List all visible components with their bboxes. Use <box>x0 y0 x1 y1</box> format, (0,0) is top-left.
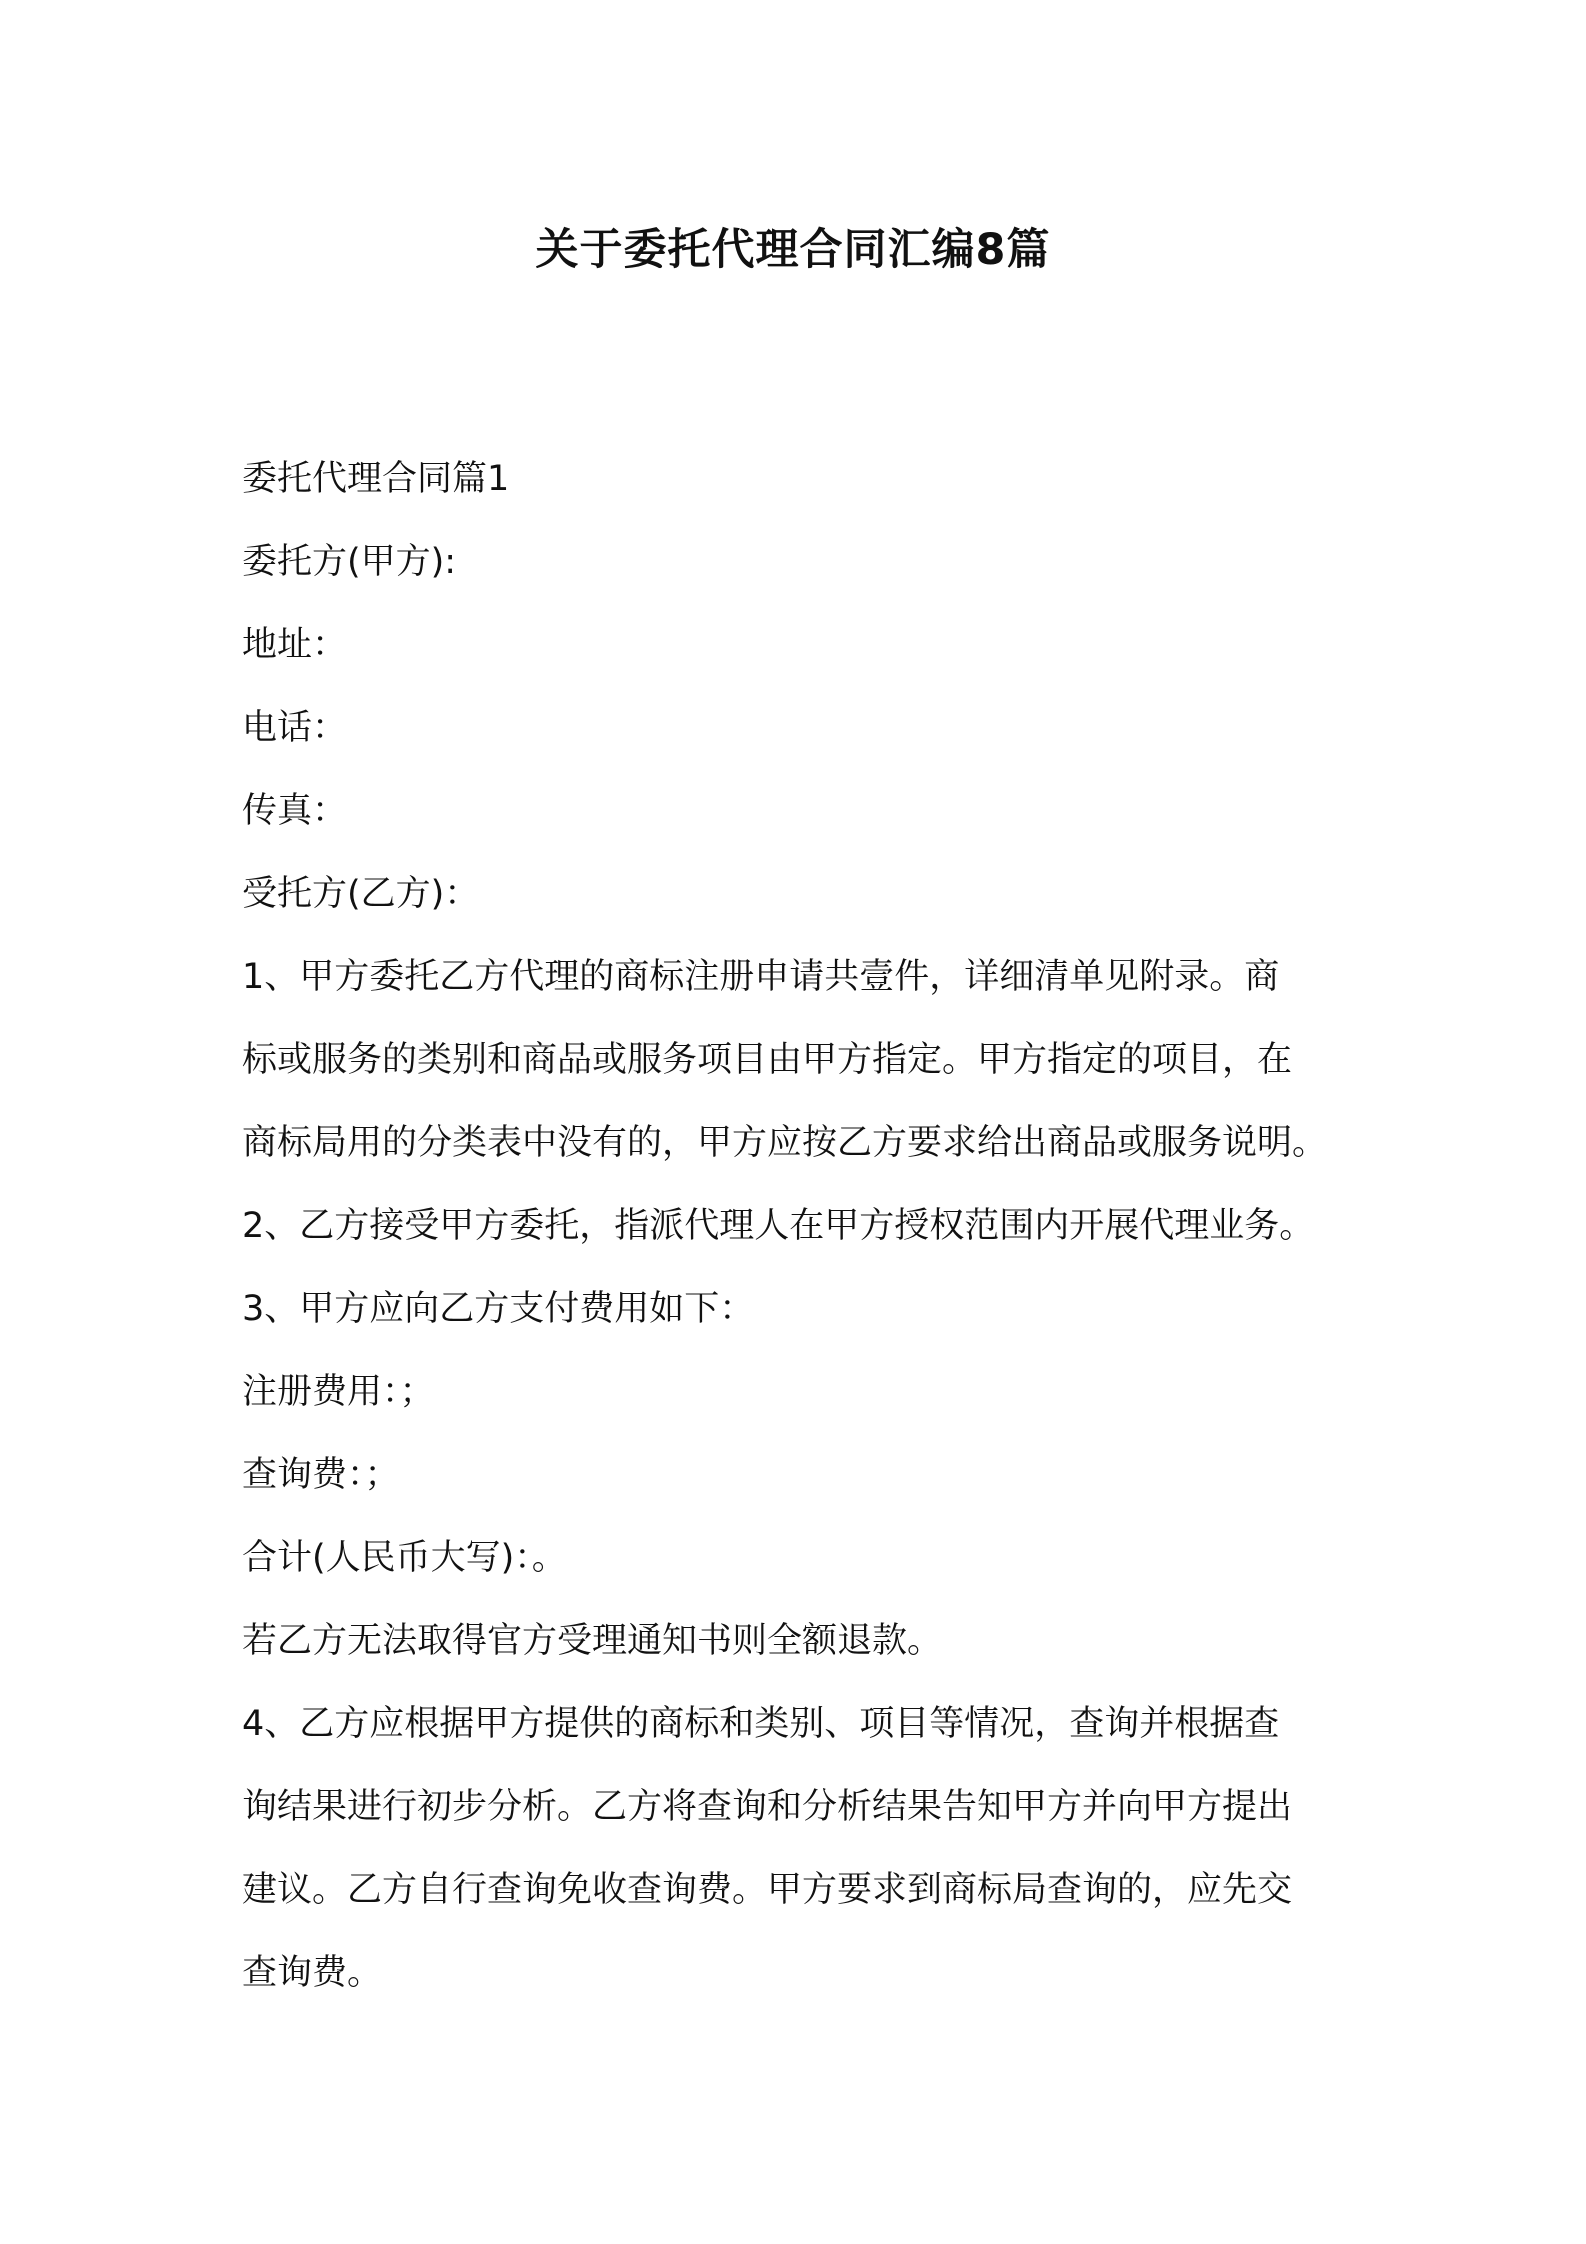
clause-2: 2、乙方接受甲方委托，指派代理人在甲方授权范围内开展代理业务。 <box>242 1206 1315 1246</box>
inquiry-fee-label: 查询费：； <box>242 1455 400 1495</box>
document-title: 关于委托代理合同汇编8篇 <box>535 225 1051 275</box>
agent-party-label: 受托方(乙方)： <box>242 874 480 914</box>
clause-1-line-3: 商标局用的分类表中没有的，甲方应按乙方要求给出商品或服务说明。 <box>242 1123 1328 1163</box>
fax-label: 传真： <box>242 791 348 831</box>
principal-party-label: 委托方(甲方): <box>242 542 457 582</box>
clause-4-line-3: 建议。乙方自行查询免收查询费。甲方要求到商标局查询的，应先交 <box>242 1870 1293 1910</box>
address-label: 地址： <box>242 625 348 665</box>
clause-1-line-1: 1、甲方委托乙方代理的商标注册申请共壹件，详细清单见附录。商 <box>242 957 1280 997</box>
clause-1-line-2: 标或服务的类别和商品或服务项目由甲方指定。甲方指定的项目，在 <box>242 1040 1293 1080</box>
document-body <box>242 438 1372 2015</box>
clause-3: 3、甲方应向乙方支付费用如下： <box>242 1289 755 1329</box>
registration-fee-label: 注册费用：； <box>242 1372 435 1412</box>
phone-label: 电话： <box>242 708 348 748</box>
clause-4-line-4: 查询费。 <box>242 1953 383 1993</box>
section-heading: 委托代理合同篇1 <box>242 459 510 499</box>
clause-4-line-2: 询结果进行初步分析。乙方将查询和分析结果告知甲方并向甲方提出 <box>242 1787 1293 1827</box>
total-label: 合计(人民币大写)：。 <box>242 1538 567 1578</box>
refund-note: 若乙方无法取得官方受理通知书则全额退款。 <box>242 1621 943 1661</box>
clause-4-line-1: 4、乙方应根据甲方提供的商标和类别、项目等情况，查询并根据查 <box>242 1704 1280 1744</box>
